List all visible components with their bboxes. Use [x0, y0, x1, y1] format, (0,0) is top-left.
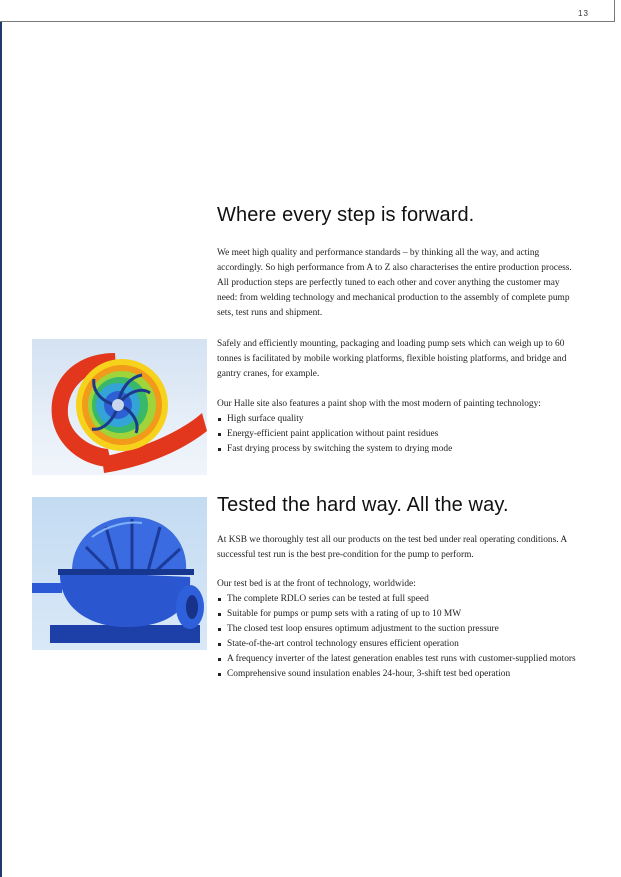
page-number: 13	[578, 9, 589, 18]
list-item: Suitable for pumps or pump sets with a rating of up to 10 MW	[217, 607, 579, 622]
section2-paragraph-2: Our test bed is at the front of technology, worldwide:	[217, 579, 416, 589]
list-item: The complete RDLO series can be tested at full speed	[217, 592, 579, 607]
list-item: State-of-the-art control technology ensures efficient operation	[217, 637, 579, 652]
split-case-pump-model-icon	[32, 497, 207, 650]
paint-shop-list	[217, 412, 579, 457]
section-heading-tested: Tested the hard way. All the way.	[217, 494, 509, 516]
section1-paragraph-3: Our Halle site also features a paint shop with the most modern of painting technology:	[217, 399, 541, 409]
test-bed-list	[217, 592, 579, 682]
section1-paragraph-1: We meet high quality and performance standards – by thinking all the way, and acting accordingly. So high performance from A to Z also characterises the entire production process. All production steps are perfectly tuned to each other and cover anything the customer may need: from welding technology and mechanical production to the assembly of complete pump sets, test runs and shipment.	[217, 248, 572, 318]
list-item: The closed test loop ensures optimum adjustment to the suction pressure	[217, 622, 579, 637]
list-item: High surface quality	[217, 412, 579, 427]
section2-paragraph-1: At KSB we thoroughly test all our products on the test bed under real operating conditions. A successful test run is the best pre-condition for the pump to perform.	[217, 535, 567, 560]
left-margin-bar	[0, 22, 2, 877]
list-item: Fast drying process by switching the system to drying mode	[217, 442, 579, 457]
header-rule	[0, 21, 614, 22]
volute-flow-simulation-icon	[32, 339, 207, 475]
header-corner-rule	[614, 0, 615, 22]
section-heading-forward: Where every step is forward.	[217, 204, 475, 226]
list-item: A frequency inverter of the latest generation enables test runs with customer-supplied motors	[217, 652, 579, 667]
section1-paragraph-2: Safely and efficiently mounting, packaging and loading pump sets which can weigh up to 60 tonnes is facilitated by mobile working platforms, flexible hoisting platforms, and bridge and gantry cranes, for example.	[217, 339, 567, 379]
list-item: Energy-efficient paint application without paint residues	[217, 427, 579, 442]
list-item: Comprehensive sound insulation enables 24-hour, 3-shift test bed operation	[217, 667, 579, 682]
